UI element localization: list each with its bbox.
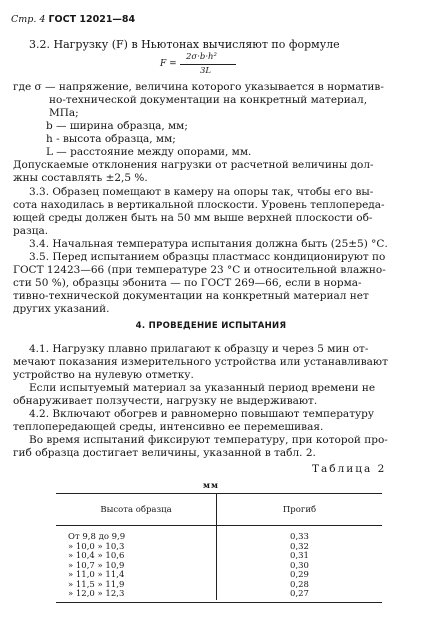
- text-line: обнаруживает ползучести, нагрузку не выдерживают.: [13, 395, 318, 407]
- cell-deflection: 0,27: [290, 589, 309, 599]
- table-caption: Таблица 2: [312, 463, 387, 475]
- text-line: сти 50 %), образцы эбонита — по ГОСТ 269—66, если в норма-: [13, 277, 362, 289]
- cell-deflection: 0,28: [290, 579, 309, 590]
- text-line: Допускаемые отклонения нагрузки от расчетной величины дол-: [13, 159, 374, 171]
- cell-deflection: 0,32: [290, 541, 309, 552]
- cell-deflection: 0,31: [290, 551, 309, 561]
- text-line: ющей среды должен быть на 50 мм выше верхней плоскости об-: [13, 212, 373, 224]
- cell-height: » 12,0 » 12,3: [56, 590, 217, 600]
- cell-deflection: 0,30: [290, 560, 309, 571]
- column-header-deflection: Прогиб: [217, 494, 383, 526]
- text-line: гиб образца достигает величины, указанной в табл. 2.: [13, 447, 316, 459]
- text-line: теплопередающей среды, интенсивно ее перемешивая.: [13, 421, 324, 433]
- cell-deflection: 0,29: [290, 570, 309, 580]
- cell-height: » 11,5 » 11,9: [56, 581, 217, 591]
- para-3-3: 3.3. Образец помещают в камеру на опоры так, чтобы его вы-: [29, 186, 374, 198]
- text-line: ГОСТ 12423—66 (при температуре 23 °С и относительной влажно-: [13, 264, 386, 276]
- text-line: других указаний.: [13, 303, 110, 315]
- table-row: [56, 526, 382, 543]
- para-4-2: 4.2. Включают обогрев и равномерно повышают температуру: [29, 408, 375, 420]
- para-3-5: 3.5. Перед испытанием образцы пластмасс кондиционируют по: [29, 251, 386, 263]
- text-line: сота находилась в вертикальной плоскости. Уровень теплопереда-: [13, 199, 385, 211]
- text-line: Если испытуемый материал за указанный период времени не: [29, 382, 376, 394]
- data-table: [56, 493, 382, 600]
- text-line: тивно-технической документации на конкретный материал нет: [13, 290, 369, 302]
- section-heading: 4. ПРОВЕДЕНИЕ ИСПЫТАНИЯ: [135, 321, 287, 331]
- cell-height: » 10,4 » 10,6: [56, 552, 217, 562]
- cell-height: » 11,0 » 11,4: [56, 571, 217, 581]
- text-line: Во время испытаний фиксируют температуру, при которой про-: [29, 434, 388, 446]
- standard-code: ГОСТ 12021—84: [48, 14, 136, 25]
- formula-fraction-bar: [180, 64, 236, 65]
- text-line: устройство на нулевую отметку.: [13, 369, 194, 381]
- formula-denominator: 3L: [200, 66, 212, 76]
- page-number: Стр. 4: [11, 14, 46, 25]
- cell-height: » 10,0 » 10,3: [56, 543, 217, 553]
- para-4-1: 4.1. Нагрузку плавно прилагают к образцу и через 5 мин от-: [29, 343, 369, 355]
- para-3-2: 3.2. Нагрузку (F) в Ньютонах вычисляют по формуле: [29, 38, 340, 51]
- column-header-height: Высота образца: [56, 494, 217, 526]
- text-line: мечают показания измерительного устройства или устанавливают: [13, 356, 388, 368]
- text-line: L — расстояние между опорами, мм.: [46, 146, 252, 158]
- formula-label: F =: [160, 59, 177, 69]
- text-line: МПа;: [49, 107, 79, 119]
- text-line: жны составлять ±2,5 %.: [13, 172, 148, 184]
- table-bottom-rule: [56, 602, 382, 603]
- text-line: разца.: [13, 225, 49, 237]
- running-header: [11, 14, 135, 25]
- text-line: где σ — напряжение, величина которого указывается в норматив-: [13, 81, 384, 93]
- cell-height: » 10,7 » 10,9: [56, 562, 217, 572]
- formula-numerator: 2σ·b·h²: [186, 52, 217, 62]
- text-line: h - высота образца, мм;: [46, 133, 176, 145]
- text-line: но-технической документации на конкретный материал,: [49, 94, 368, 106]
- para-3-4: 3.4. Начальная температура испытания должна быть (25±5) °С.: [29, 238, 388, 250]
- text-line: b — ширина образца, мм;: [46, 120, 188, 132]
- table-row: [56, 590, 382, 600]
- cell-deflection: 0,33: [290, 532, 309, 542]
- table-header-row: [56, 494, 382, 526]
- table-unit: мм: [203, 480, 219, 490]
- cell-height: От 9,8 до 9,9: [56, 526, 217, 543]
